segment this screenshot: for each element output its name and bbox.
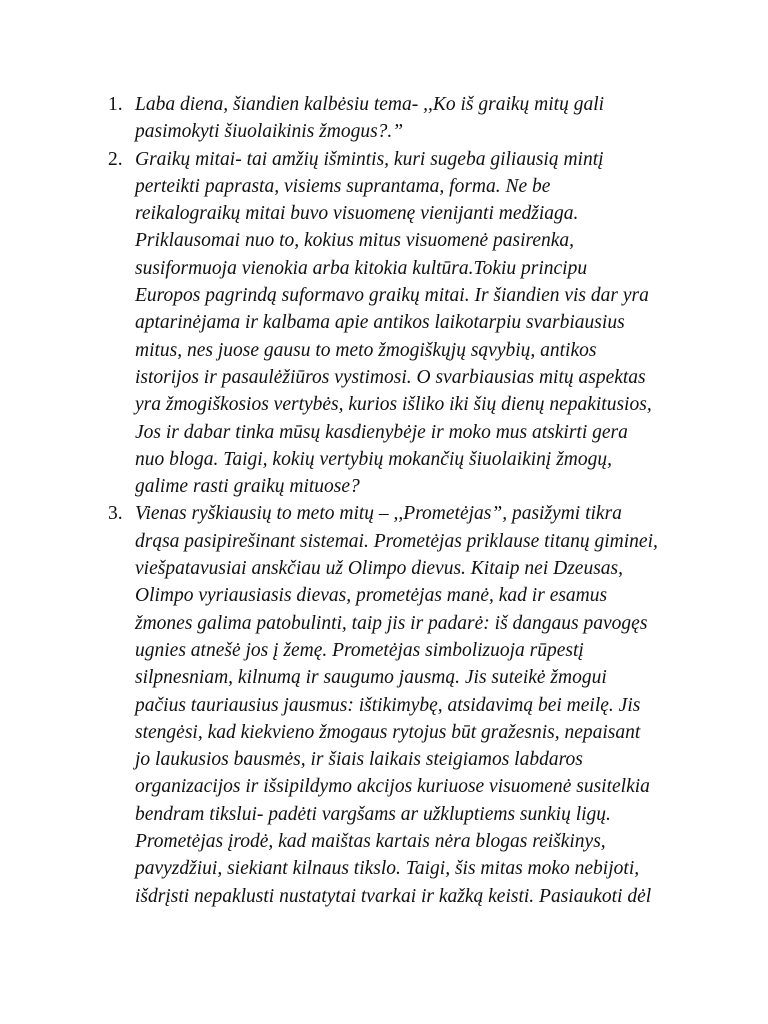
text-line: žmones galima patobulinti, taip jis ir padarė: iš dangaus pavogęs: [135, 612, 648, 634]
list-item: [108, 146, 708, 501]
text-line: nuo bloga. Taigi, kokių vertybių mokančių šiuolaikinį žmogų,: [135, 448, 612, 470]
text-line: Olimpo vyriausiasis dievas, prometėjas manė, kad ir esamus: [135, 585, 608, 607]
text-line: silpnesniam, kilnumą ir saugumo jausmą. Jis suteikė žmogui: [135, 667, 607, 689]
list-item: [108, 91, 708, 146]
text-line: Jos ir dabar tinka mūsų kasdienybėje ir moko mus atskirti gera: [135, 421, 628, 443]
text-line: pavyzdžiui, siekiant kilnaus tikslo. Taigi, šis mitas moko nebijoti,: [135, 858, 640, 880]
text-line: stengėsi, kad kiekvieno žmogaus rytojus būt gražesnis, nepaisant: [135, 721, 641, 743]
text-line: susiformuoja vienokia arba kitokia kultūra.Tokiu principu: [135, 257, 588, 279]
text-line: Prometėjas įrodė, kad maištas kartais nėra blogas reiškinys,: [135, 831, 606, 853]
text-line: galime rasti graikų mituose?: [135, 476, 360, 498]
list-item: [108, 500, 708, 909]
text-line: reikalograikų mitai buvo visuomenę vienijanti medžiaga.: [135, 203, 579, 225]
text-line: jo laukusios bausmės, ir šiais laikais steigiamos labdaros: [135, 749, 583, 771]
text-line: drąsa pasipirešinant sistemai. Prometėjas priklause titanų giminei,: [135, 530, 658, 552]
text-line: organizacijos ir išsipildymo akcijos kuriuose visuomenė susitelkia: [135, 776, 650, 798]
text-line: istorijos ir pasaulėžiūros vystimosi. O svarbiausias mitų aspektas: [135, 366, 646, 388]
text-line: pasimokyti šiuolaikinis žmogus?.”: [135, 121, 404, 143]
list-item-number: 1.: [108, 94, 123, 115]
numbered-list: [108, 91, 708, 910]
list-item-number: 2.: [108, 148, 123, 170]
text-line: Laba diena, šiandien kalbėsiu tema- ,,Ko iš graikų mitų gali: [135, 94, 605, 115]
list-item-number: 3.: [108, 503, 123, 525]
text-line: ugnies atnešė jos į žemę. Prometėjas simbolizuoja rūpestį: [135, 639, 584, 661]
text-line: yra žmogiškosios vertybės, kurios išliko iki šių dienų nepakitusios,: [135, 394, 652, 416]
text-line: Europos pagrindą suformavo graikų mitai. Ir šiandien vis dar yra: [135, 285, 649, 307]
text-line: mitus, nes juose gausu to meto žmogiškųjų sąvybių, antikos: [135, 339, 597, 361]
text-line: perteikti paprasta, visiems suprantama, forma. Ne be: [135, 175, 551, 197]
text-line: pačius tauriausius jausmus: ištikimybę, atsidavimą bei meilę. Jis: [135, 694, 641, 716]
text-line: išdrįsti nepaklusti nustatytai tvarkai ir kažką keisti. Pasiaukoti dėl: [135, 885, 652, 907]
text-line: viešpatavusiai anskčiau už Olimpo dievus. Kitaip nei Dzeusas,: [135, 558, 623, 580]
text-line: Priklausomai nuo to, kokius mitus visuomenė pasirenka,: [135, 230, 575, 252]
text-line: aptarinėjama ir kalbama apie antikos laikotarpiu svarbiausius: [135, 312, 625, 334]
text-line: Vienas ryškiausių to meto mitų – ,,Prometėjas”, pasižymi tikra: [135, 503, 622, 525]
text-line: bendram tikslui- padėti vargšams ar užkluptiems sunkių ligų.: [135, 803, 611, 825]
text-line: Graikų mitai- tai amžių išmintis, kuri sugeba giliausią mintį: [135, 148, 604, 170]
